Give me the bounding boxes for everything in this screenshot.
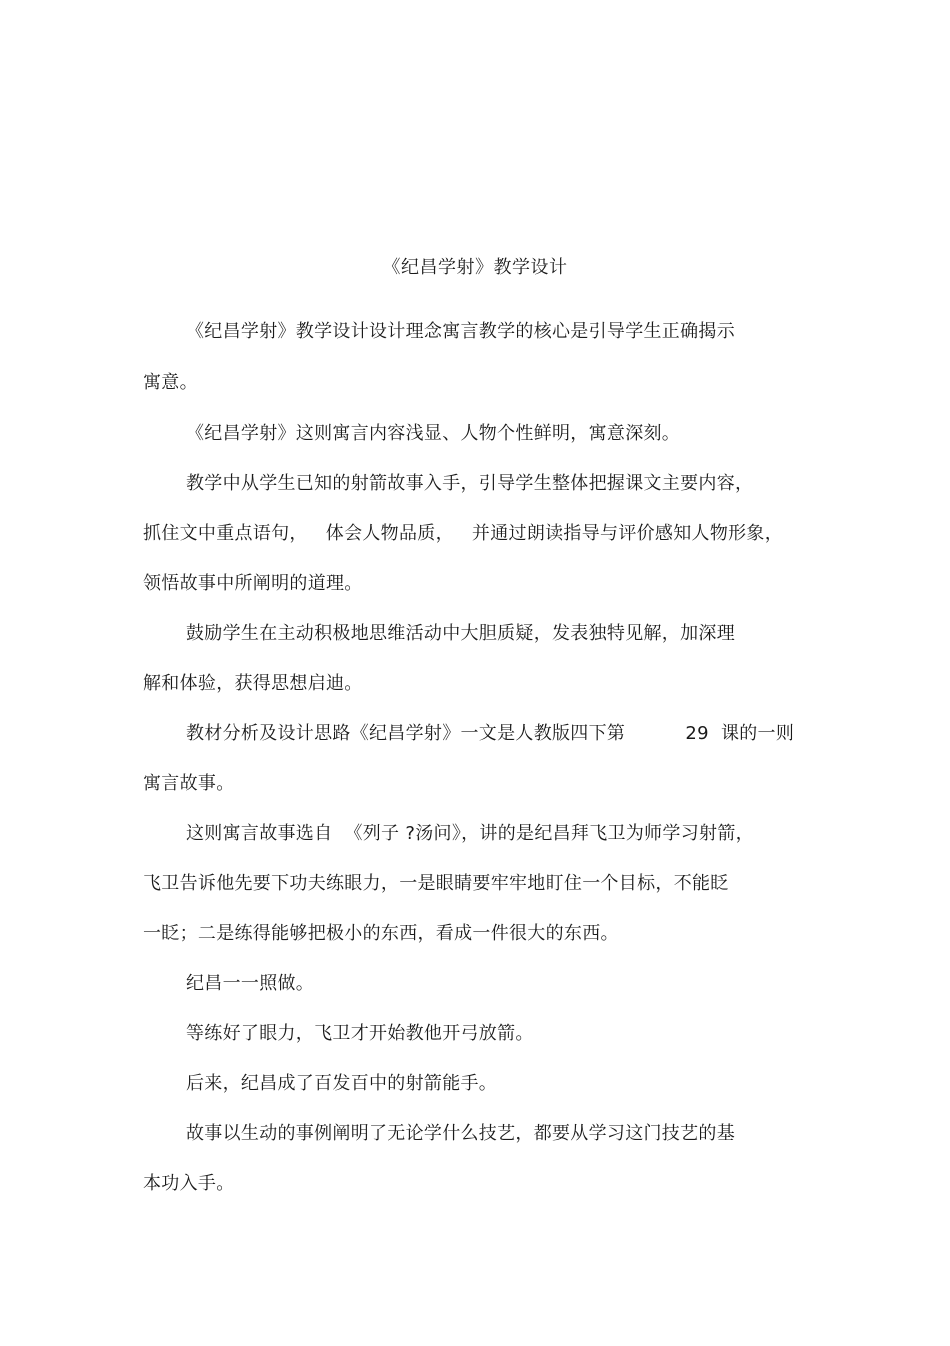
- paragraph-line: 故事以生动的事例阐明了无论学什么技艺，都要从学习这门技艺的基: [186, 1123, 735, 1144]
- paragraph-line: 本功入手。: [143, 1173, 235, 1194]
- paragraph-line: 鼓励学生在主动积极地思维活动中大胆质疑，发表独特见解，加深理: [186, 623, 735, 644]
- paragraph-line: 飞卫告诉他先要下功夫练眼力，一是眼睛要牢牢地盯住一个目标，不能眨: [143, 873, 729, 894]
- paragraph-line: 寓言故事。: [143, 773, 235, 794]
- paragraph-line: 等练好了眼力，飞卫才开始教他开弓放箭。: [186, 1023, 534, 1044]
- paragraph-line: 解和体验，获得思想启迪。: [143, 673, 363, 694]
- paragraph-line: 《纪昌学射》这则寓言内容浅显、人物个性鲜明，寓意深刻。: [186, 423, 681, 444]
- paragraph-line: 后来，纪昌成了百发百中的射箭能手。: [186, 1073, 498, 1094]
- paragraph-line: 《纪昌学射》教学设计设计理念寓言教学的核心是引导学生正确揭示: [186, 321, 735, 342]
- paragraph-line: 抓住文中重点语句， 体会人物品质， 并通过朗读指导与评价感知人物形象，: [143, 523, 784, 544]
- document-title: 《纪昌学射》教学设计: [382, 257, 568, 278]
- paragraph-line: 领悟故事中所阐明的道理。: [143, 573, 363, 594]
- paragraph-line: 教学中从学生已知的射箭故事入手，引导学生整体把握课文主要内容，: [186, 473, 754, 494]
- paragraph-line: 寓意。: [143, 372, 198, 393]
- paragraph-line: 教材分析及设计思路《纪昌学射》一文是人教版四下第 29 课的一则: [186, 723, 795, 744]
- paragraph-line: 这则寓言故事选自 《列子 ?汤问》，讲的是纪昌拜飞卫为师学习射箭，: [186, 823, 754, 844]
- paragraph-line: 一眨；二是练得能够把极小的东西，看成一件很大的东西。: [143, 923, 619, 944]
- paragraph-line: 纪昌一一照做。: [186, 973, 315, 994]
